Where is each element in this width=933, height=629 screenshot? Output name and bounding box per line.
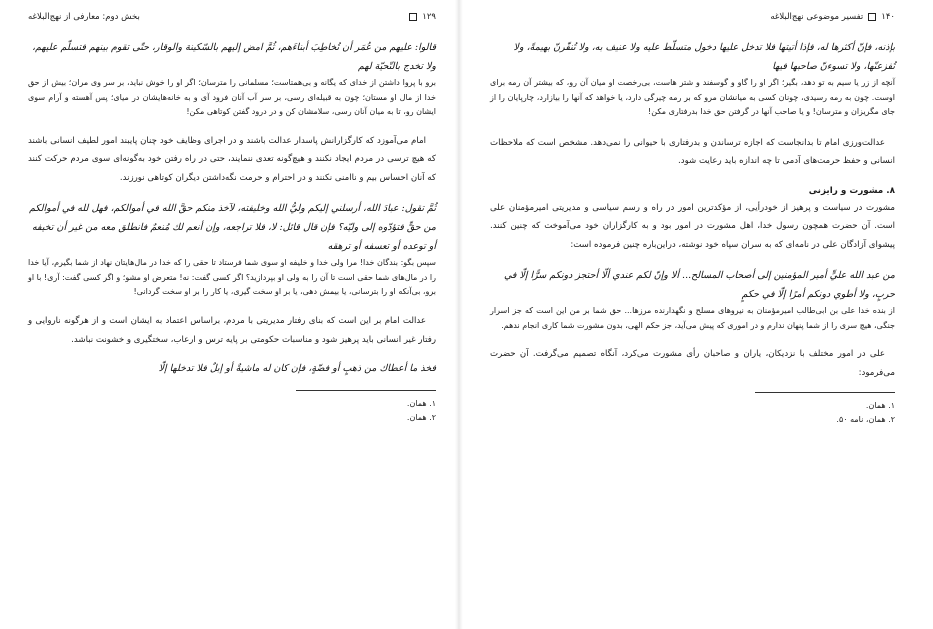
page-header [490,10,895,24]
running-title: بخش دوم: معارفی از نهج‌البلاغه [28,12,140,22]
body-paragraph: عدالت‌ورزی امام تا بدانجاست که اجازه ترساندن و بدرفتاری با حیوانی را نمی‌دهد. مشخص است که ملاحظات انسانی و حفظ حرمت‌های آدمی تا چه اندازه باید رعایت شود. [490,137,895,167]
arabic-quote: من عبد الله عليٍّ أمير المؤمنين إلى أصحاب المسالح... ألا وإنّ لكم عندي ألّا أحتجز دونكم سرًّا إلّا في حربٍ، ولا أطوي دونكم أمرًا إلّا في حكمٍ [503,270,895,301]
translation-text: برو با پروا داشتن از خدای که یگانه و بی‌همتاست؛ مسلمانی را مترسان؛ اگر او را خوش نباید، بر سر وی مران؛ بیش از حق خدا از مال او مستان؛ چون به قبیله‌ای رسی، بر سر آب آنان فرود آی و به خانه‌هایشان در میای؛ پس آهسته و آرام سوی ایشان رو، تا به میان آنان رسی، سلامشان کن و در درود گفتن کوتاهی مکن! [28,78,436,117]
translation-text: از بنده خدا علی بن ابی‌طالب امیرمؤمنان به نیروهای مسلح و نگهدارنده مرزها... حق شما بر من این است که جز اسرار جنگی، هیچ سری را از شما پنهان ندارم و در اموری که پیش می‌آید، جز حکم الهی، بدون مشورت شما کاری انجام ندهم. [490,306,895,330]
translation-text: آنچه از زر یا سیم به تو دهد، بگیر؛ اگر او را گاو و گوسفند و شتر هاست، بی‌رخصت او میان آن رو، که بیشتر آن رمه برای اوست. چون به رمه رسیدی، چونان کسی به میانشان مرو که بر رمه چیرگی دارد، یا خواهد که آنها را بیازارد، چارپایان را از جای مگریزان و مترسان! و یا صاحب آنها در گرفتن حق خدا بدرفتاری مکن! [490,78,895,117]
book-gutter [455,0,463,629]
page-header [28,10,436,24]
footnotes [490,392,895,427]
footnote-divider [296,390,436,391]
footnote: ۲. همان. [406,413,436,423]
arabic-quote: بإذنه، فإنّ أكثرها له، فإذا أتيتها فلا تدخل عليها دخول متسلّط عليه ولا عنيف به، ولا تُنفّرنّ بهيمةً، ولا تُفزعنّها، ولا تسوءنّ صاحبها فيها [513,42,895,72]
running-title-group [770,12,895,22]
right-page [470,0,933,629]
translation-text: سپس بگو: بندگان خدا! مرا ولی خدا و خلیفه او سوی شما فرستاد تا حقی را که خدا در مال‌هایتان نهاد از شما بگیرم، آیا خدا را در مال‌های شما حقی است تا آن را به ولی او بپردازید؟ اگر کسی گفت: نه! متعرض او مشو؛ و اگر کسی گفت: آری! با او برو، بی‌آنکه او را بترسانی، یا بیمش دهی، یا بر او سخت گیری، یا کار را بر او سخت گردانی! [28,258,436,297]
running-title: تفسیر موضوعی نهج‌البلاغه [770,12,864,22]
section-heading: ۸. مشورت و رایزنی [808,185,895,196]
body-paragraph: علی در امور مختلف با نزدیکان، یاران و صاحبان رأی مشورت می‌کرد، آنگاه تصمیم می‌گرفت. آن حضرت می‌فرمود: [490,349,895,378]
arabic-quote: ثُمَّ تقول: عبادَ الله، أرسلني إليكم وليُّ الله وخليفته، لآخذ منكم حقَّ الله في أموالكم، فهل لله في أموالكم من حقٍّ فتؤدّوه إلى وليّه؟ فإن قال قائل: لا، فلا تراجعه، وإن أنعم لك مُنعمٌ فانطلق معه من غير أن تخيفه أو توعده أو تعسفه أو ترهقه [29,203,436,253]
arabic-quote: قالوا: عليهم من عُمَر أن تُخاطِبَ أبناءَهم، ثُمَّ امض إليهم بالسّكينة والوقار، حتّى تقوم بينهم فتسلّم عليهم، ولا تخدج بالتّحيّة لهم [32,42,436,72]
arabic-quote: فخذ ما أعطاك من ذهبٍ أو فضّةٍ، فإن كان له ماشيةٌ أو إبلٌ فلا تدخلها إلّا [158,363,436,375]
page-number: ۱۲۹ [422,12,436,22]
body-paragraph: امام می‌آموزد که کارگزارانش پاسدار عدالت باشند و در اجرای وظایف خود چنان پایبند امور لطیف انسانی باشند که هیچ ترسی در مردم ایجاد نکنند و هیچ‌گونه تعدی ننمایند، حتی در راه رفتن خود به‌گونه‌ای سوی مردم حرکت کنند که آنان احساس بیم و ناامنی نکنند و در احترام و حرمت نگه‌داشتن دیگران کوتاهی نورزند. [28,135,436,183]
footnote-divider [755,392,895,393]
footnote: ۱. همان. [406,399,436,409]
left-page [0,0,450,629]
square-bullet-icon [409,13,417,21]
body-paragraph: مشورت در سیاست و پرهیز از خودرأیی، از مؤکدترین امور در راه و رسم سیاسی و مدیریتی امیرمؤمنان علی است. آن حضرت همچون رسول خدا، اهل مشورت در امور بود و به کارگزاران خود می‌آموخت که چنین کنند. پیشوای آزادگان علی در نامه‌ای که به سران سپاه خود نوشته، دراین‌باره چنین فرموده است: [490,202,895,250]
footnote: ۱. همان. [865,401,895,411]
footnote: ۲. همان، نامه ۵۰. [836,415,895,425]
page-number: ۱۴۰ [881,12,895,22]
body-paragraph: عدالت امام بر این است که بنای رفتار مدیریتی با مردم، براساس اعتماد به ایشان است و از هرگونه ناروایی و رفتار غیر انسانی باید پرهیز شود و مناسبات حکومتی بر پایه ترس و ارعاب، سختگیری و خشونت نباشد. [28,316,436,345]
square-bullet-icon [868,13,876,21]
footnotes [28,390,436,425]
